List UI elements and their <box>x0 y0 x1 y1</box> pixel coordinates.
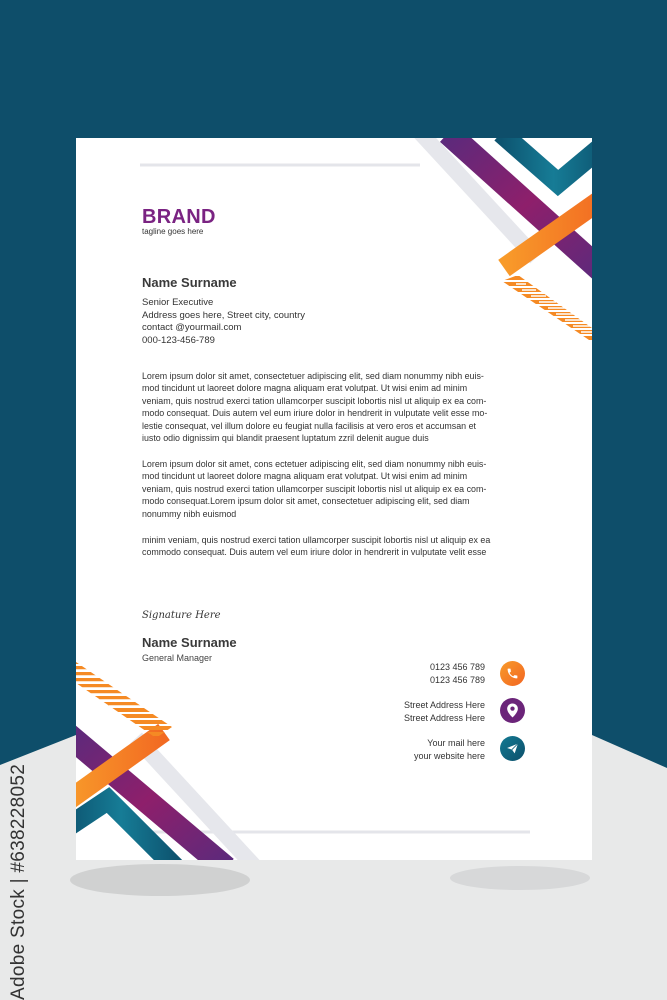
signer-name: Name Surname <box>142 635 237 650</box>
location-pin-icon <box>500 698 525 723</box>
body-paragraph-3 <box>142 534 542 559</box>
text-line: iusto odio dignissim qui blandit praesent luptatum zzril delenit augue duis <box>142 433 429 444</box>
website-text: your website here <box>413 750 485 761</box>
sender-address: Address goes here, Street city, country <box>142 309 305 321</box>
text-line: modo consequat.Lorem ipsum dolor sit amet, consectetuer adipiscing elit, sed diam <box>142 496 470 507</box>
text-line: veniam, quis nostrud exerci tation ullamcorper suscipit lobortis nisl ut aliquip ex ea com- <box>142 395 487 406</box>
brand-tagline: tagline goes here <box>142 227 204 236</box>
sender-name: Name Surname <box>142 275 237 290</box>
sender-phone: 000-123-456-789 <box>142 334 215 346</box>
text-line: mod tincidunt ut laoreet dolore magna aliquam erat volutpat. Ut wisi enim ad minim <box>142 471 468 482</box>
contact-web <box>414 737 485 763</box>
stock-watermark: Adobe Stock | #638228052 <box>8 763 29 1000</box>
contact-address <box>404 699 485 725</box>
signer-role: General Manager <box>142 653 213 663</box>
sender-email: contact @yourmail.com <box>142 322 242 334</box>
brand-logo: BRAND <box>142 206 216 228</box>
body-paragraph-1 <box>142 370 542 444</box>
address-line: Street Address Here <box>403 712 485 723</box>
body-paragraph-2 <box>142 458 542 520</box>
sender-info <box>142 297 305 347</box>
text-line: mod tincidunt ut laoreet dolore magna aliquam erat volutpat. Ut wisi enim ad minim <box>142 383 468 394</box>
phone-number: 0123 456 789 <box>429 662 485 672</box>
sender-title: Senior Executive <box>142 297 214 308</box>
phone-number: 0123 456 789 <box>429 674 485 685</box>
letterhead-page <box>76 138 592 860</box>
contact-phone <box>430 661 485 687</box>
text-line: nonummy nibh euismod <box>142 508 237 519</box>
text-line: lestie consequat, vel illum dolore eu feugiat nulla facilisis at vero eros et accumsan et <box>142 420 476 431</box>
address-line: Street Address Here <box>403 700 485 710</box>
text-line: commodo consequat. Duis autem vel eum iriure dolor in hendrerit in vulputate velit esse <box>142 547 487 558</box>
text-line: Lorem ipsum dolor sit amet, consectetuer adipiscing elit, sed diam nonummy nibh euis- <box>142 371 484 381</box>
phone-icon <box>500 661 525 686</box>
text-line: minim veniam, quis nostrud exerci tation ullamcorper suscipit lobortis nisl ut aliquip ex ea <box>142 535 491 545</box>
text-line: Lorem ipsum dolor sit amet, cons ectetuer adipiscing elit, sed diam nonummy nibh euis- <box>142 459 487 469</box>
text-line: modo consequat. Duis autem vel eum iriure dolor in hendrerit in vulputate velit esse mo- <box>142 408 488 419</box>
signature: Signature Here <box>142 610 221 621</box>
paper-plane-icon <box>500 736 525 761</box>
email-text: Your mail here <box>427 738 485 748</box>
text-line: veniam, quis nostrud exerci tation ullamcorper suscipit lobortis nisl ut aliquip ex ea com- <box>142 483 487 494</box>
